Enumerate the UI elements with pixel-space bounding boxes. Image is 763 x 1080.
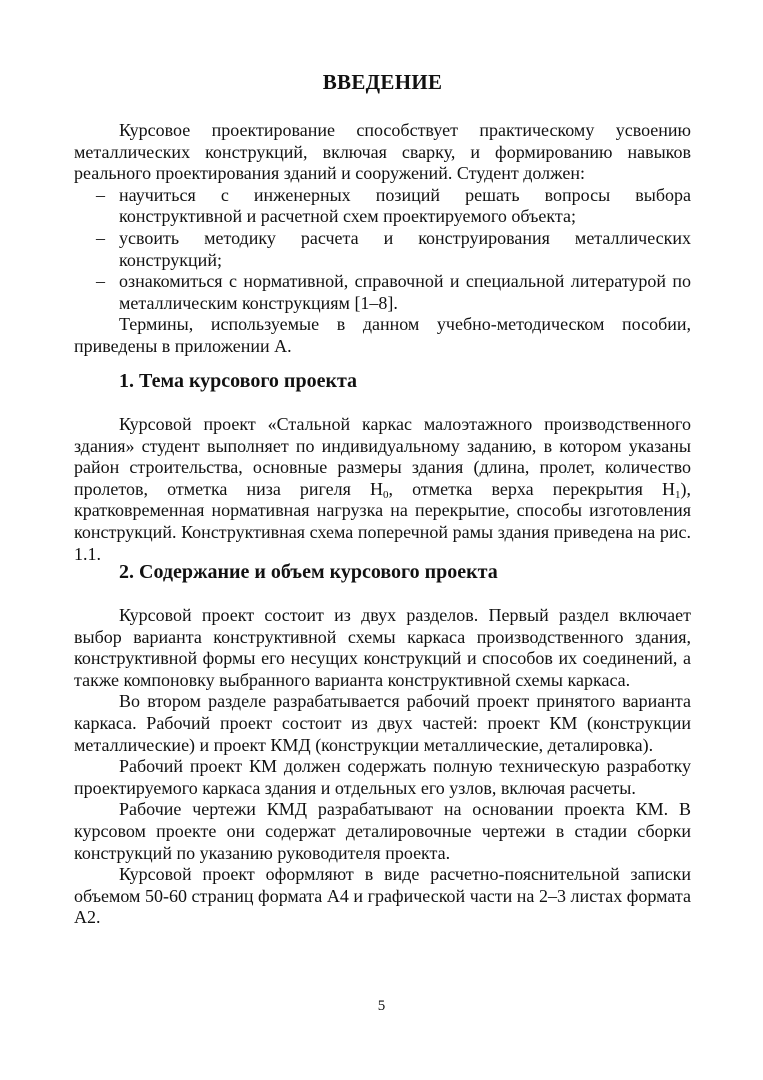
section-2-paragraph: Во втором разделе разрабатывается рабочий проект принятого варианта каркаса. Рабочий проект состоит из двух частей: проект КМ (конструкции металлические) и проект КМД (конструкции металлические, деталировка). <box>74 691 691 755</box>
section-2-paragraph: Курсовой проект состоит из двух разделов. Первый раздел включает выбор варианта конструктивной схемы каркаса производственного здания, конструктивной формы его несущих конструкций и способов их соединений, а также компоновку выбранного варианта конструктивной схемы каркаса. <box>74 605 691 690</box>
dash-bullet-icon: – <box>96 271 105 292</box>
list-item-text: ознакомиться с нормативной, справочной и специальной литературой по металлическим конструкциям [1–8]. <box>119 271 691 313</box>
text-run: , отметка верха перекрытия H <box>388 478 675 499</box>
intro-paragraph: Курсовое проектирование способствует практическому усвоению металлических конструкций, включая сварку, и формированию навыков реального проектирования зданий и сооружений. Студент должен: <box>74 120 691 184</box>
dash-bullet-icon: – <box>96 227 105 248</box>
section-1-paragraph <box>74 414 691 565</box>
requirements-list <box>74 185 691 315</box>
list-item-text: усвоить методику расчета и конструирования металлических конструкций; <box>119 227 691 270</box>
dash-bullet-icon: – <box>96 184 105 205</box>
section-2-heading: 2. Содержание и объем курсового проекта <box>119 561 498 583</box>
subscript: 0 <box>383 488 389 501</box>
list-item <box>74 228 691 271</box>
section-2-paragraph: Курсовой проект оформляют в виде расчетно-пояснительной записки объемом 50-60 страниц формата А4 и графической части на 2–3 листах формата А2. <box>74 864 691 928</box>
section-2-paragraph: Рабочие чертежи КМД разрабатывают на основании проекта КМ. В курсовом проекте они содержат деталировочные чертежи в стадии сборки конструкций по указанию руководителя проекта. <box>74 799 691 863</box>
page-title: ВВЕДЕНИЕ <box>322 70 443 94</box>
list-item <box>74 271 691 314</box>
list-item <box>74 185 691 228</box>
list-item-text: научиться с инженерных позиций решать вопросы выбора конструктивной и расчетной схем проектируемого объекта; <box>119 184 691 227</box>
text-run: Курсовой проект «Стальной каркас малоэтажного производственного здания» студент выполняет по индивидуальному заданию, в котором указаны район строительства, основные размеры здания (длина, пролет, количество пролетов, отметка низа ригеля H <box>74 414 691 499</box>
section-1-body <box>74 414 691 565</box>
intro-section <box>74 120 691 358</box>
subscript: 1 <box>675 488 681 501</box>
page-number: 5 <box>377 998 386 1014</box>
section-2-body <box>74 605 691 929</box>
section-2-paragraph: Рабочий проект КМ должен содержать полную техническую разработку проектируемого каркаса здания и отдельных его узлов, включая расчеты. <box>74 756 691 798</box>
text-run: ), кратковременная нормативная нагрузка на перекрытие, способы изготовления конструкций. Конструктивная схема поперечной рамы здания приведена на рис. 1.1. <box>74 478 691 564</box>
terms-paragraph: Термины, используемые в данном учебно-методическом пособии, приведены в приложении А. <box>74 314 691 356</box>
section-1-heading: 1. Тема курсового проекта <box>119 370 358 392</box>
